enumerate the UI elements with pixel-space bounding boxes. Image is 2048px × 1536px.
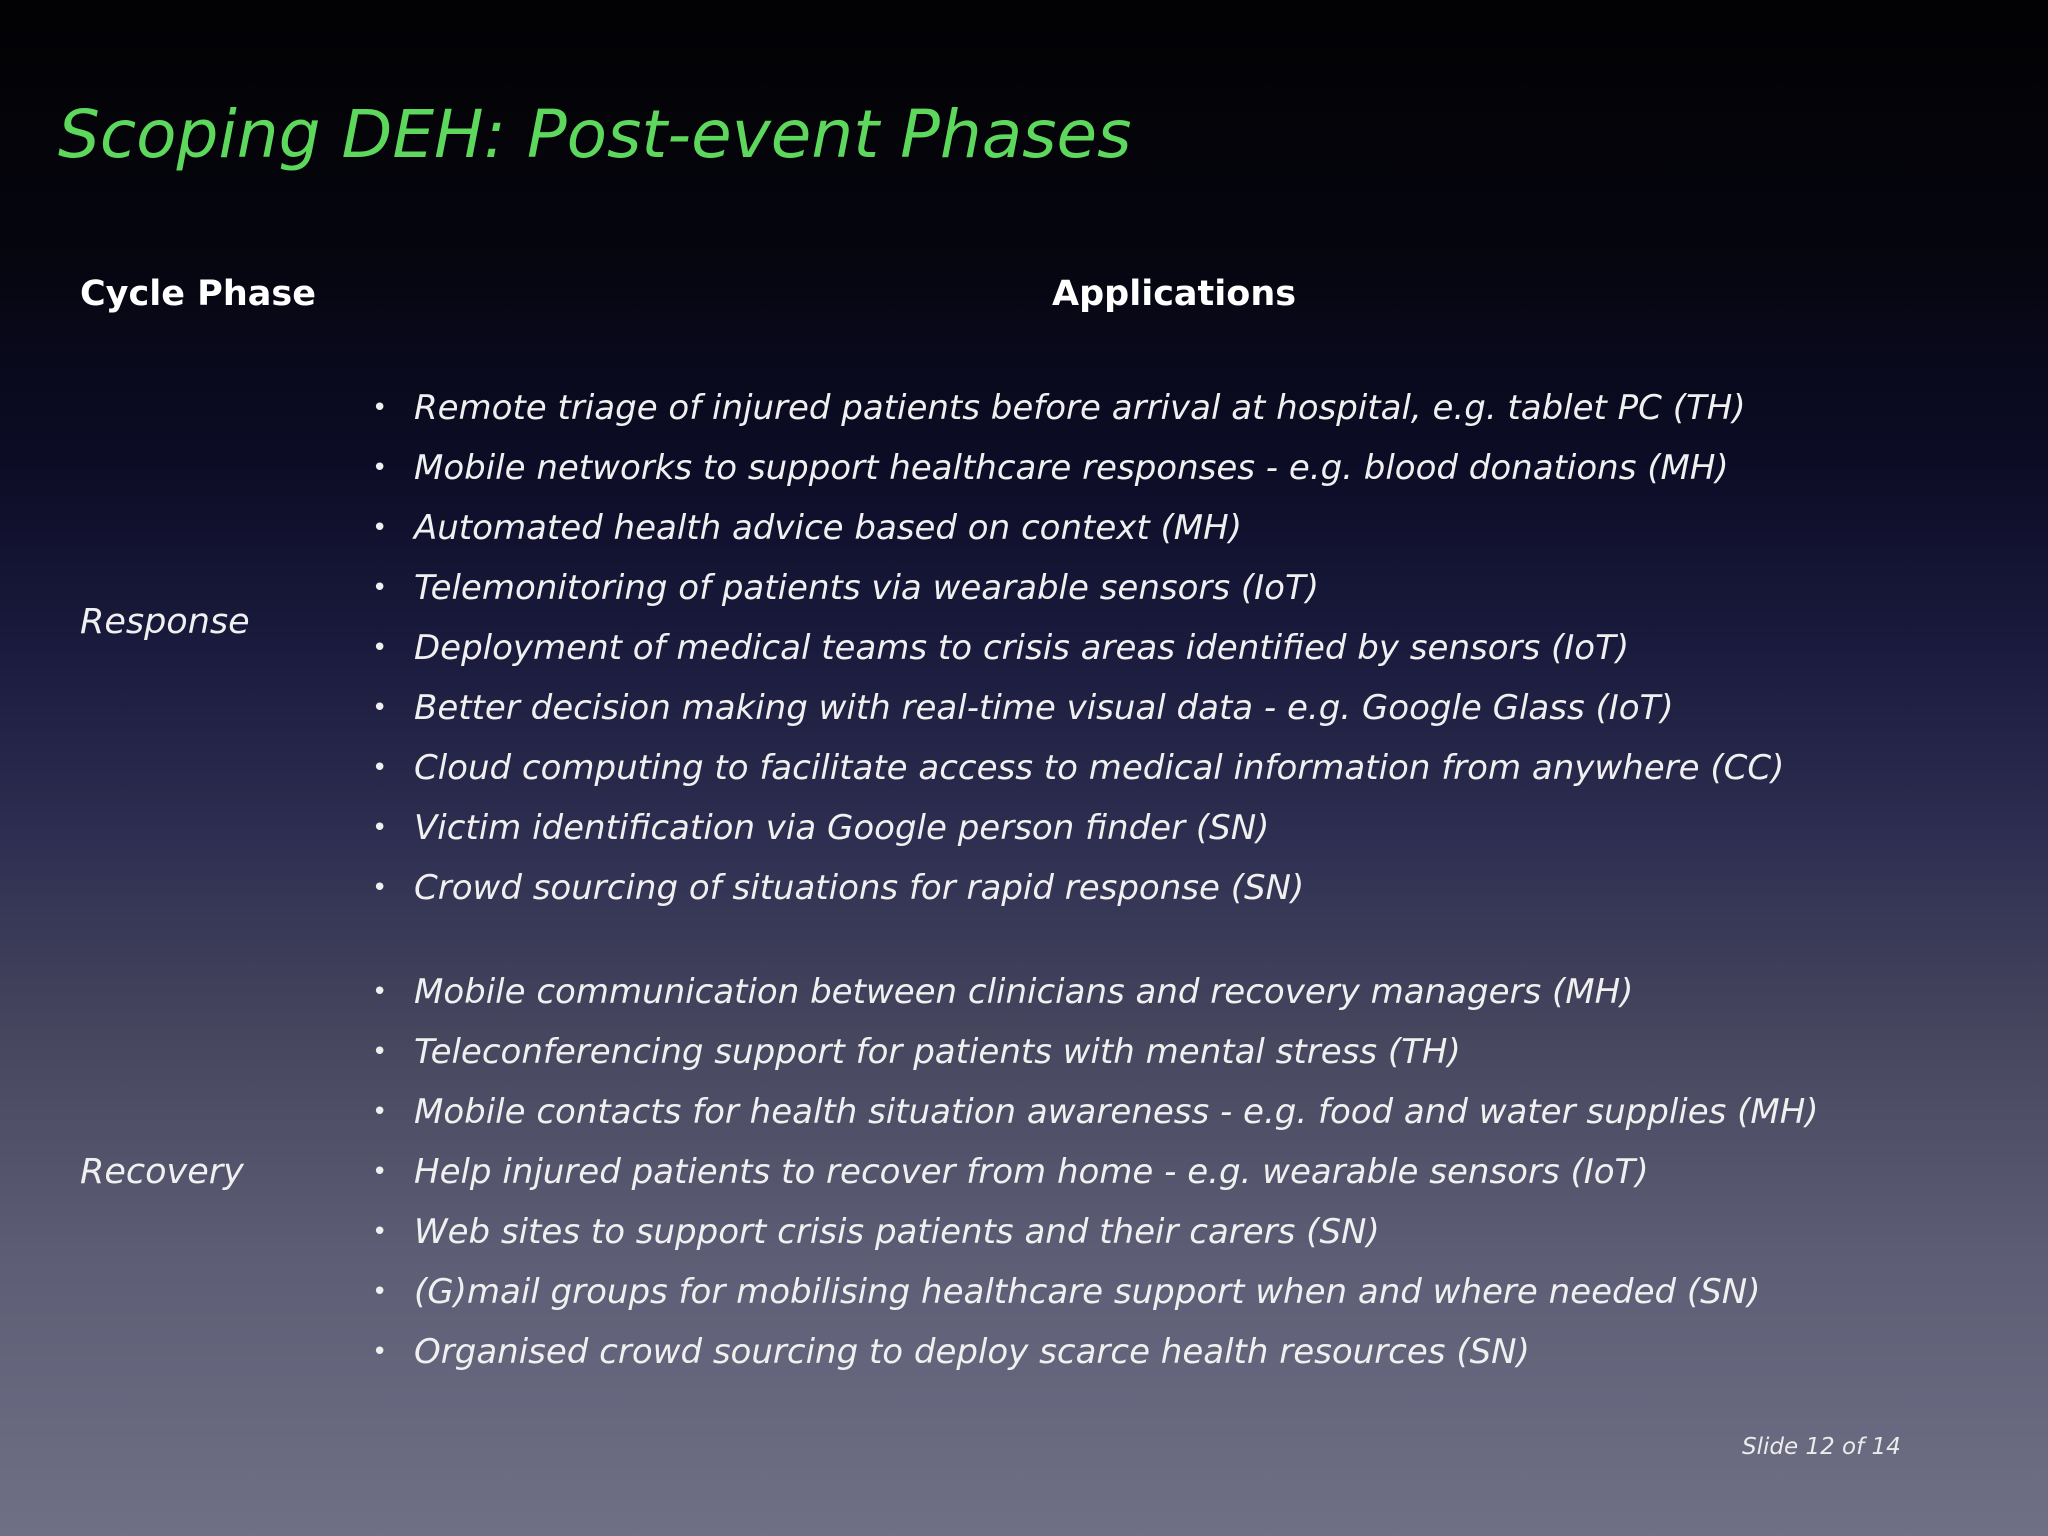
bullet-icon: •: [372, 1277, 388, 1307]
application-text: Organised crowd sourcing to deploy scarce health resources (SN): [414, 1332, 1530, 1372]
header-applications: Applications: [1052, 274, 1297, 314]
list-item: [372, 498, 1784, 558]
phase-label-response: Response: [80, 602, 250, 642]
list-item: [372, 1202, 1819, 1262]
bullet-icon: •: [372, 1037, 388, 1067]
application-text: Web sites to support crisis patients and their carers (SN): [414, 1212, 1380, 1252]
bullet-icon: •: [372, 1337, 388, 1367]
list-item: [372, 798, 1784, 858]
list-item: [372, 378, 1784, 438]
bullet-icon: •: [372, 573, 388, 603]
application-text: Mobile communication between clinicians and recovery managers (MH): [414, 972, 1634, 1012]
list-item: [372, 1262, 1819, 1322]
application-text: Crowd sourcing of situations for rapid response (SN): [414, 868, 1305, 908]
phase-label-recovery: Recovery: [80, 1152, 244, 1192]
header-cycle-phase: Cycle Phase: [80, 274, 316, 314]
list-item: [372, 618, 1784, 678]
application-text: Better decision making with real-time visual data - e.g. Google Glass (IoT): [414, 688, 1674, 728]
slide-number: Slide 12 of 14: [1742, 1434, 1901, 1460]
bullet-icon: •: [372, 393, 388, 423]
bullet-icon: •: [372, 1217, 388, 1247]
bullet-icon: •: [372, 1097, 388, 1127]
application-text: Remote triage of injured patients before arrival at hospital, e.g. tablet PC (TH): [414, 388, 1746, 428]
application-text: Telemonitoring of patients via wearable sensors (IoT): [414, 568, 1320, 608]
application-text: Help injured patients to recover from home - e.g. wearable sensors (IoT): [414, 1152, 1649, 1192]
bullet-icon: •: [372, 513, 388, 543]
bullet-icon: •: [372, 453, 388, 483]
application-text: (G)mail groups for mobilising healthcare support when and where needed (SN): [414, 1272, 1761, 1312]
bullet-icon: •: [372, 813, 388, 843]
list-item: [372, 738, 1784, 798]
application-text: Deployment of medical teams to crisis areas identified by sensors (IoT): [414, 628, 1630, 668]
list-item: [372, 438, 1784, 498]
application-text: Automated health advice based on context (MH): [414, 508, 1242, 548]
application-text: Teleconferencing support for patients with mental stress (TH): [414, 1032, 1461, 1072]
response-application-list: [372, 378, 1784, 918]
bullet-icon: •: [372, 977, 388, 1007]
bullet-icon: •: [372, 873, 388, 903]
list-item: [372, 1082, 1819, 1142]
list-item: [372, 558, 1784, 618]
list-item: [372, 1322, 1819, 1382]
bullet-icon: •: [372, 753, 388, 783]
bullet-icon: •: [372, 693, 388, 723]
application-text: Mobile networks to support healthcare responses - e.g. blood donations (MH): [414, 448, 1729, 488]
application-text: Mobile contacts for health situation awareness - e.g. food and water supplies (MH): [414, 1092, 1819, 1132]
list-item: [372, 962, 1819, 1022]
application-text: Cloud computing to facilitate access to medical information from anywhere (CC): [414, 748, 1785, 788]
list-item: [372, 678, 1784, 738]
list-item: [372, 858, 1784, 918]
bullet-icon: •: [372, 633, 388, 663]
bullet-icon: •: [372, 1157, 388, 1187]
application-text: Victim identification via Google person finder (SN): [414, 808, 1270, 848]
list-item: [372, 1142, 1819, 1202]
slide-title: Scoping DEH: Post-event Phases: [58, 96, 1132, 173]
recovery-application-list: [372, 962, 1819, 1382]
list-item: [372, 1022, 1819, 1082]
